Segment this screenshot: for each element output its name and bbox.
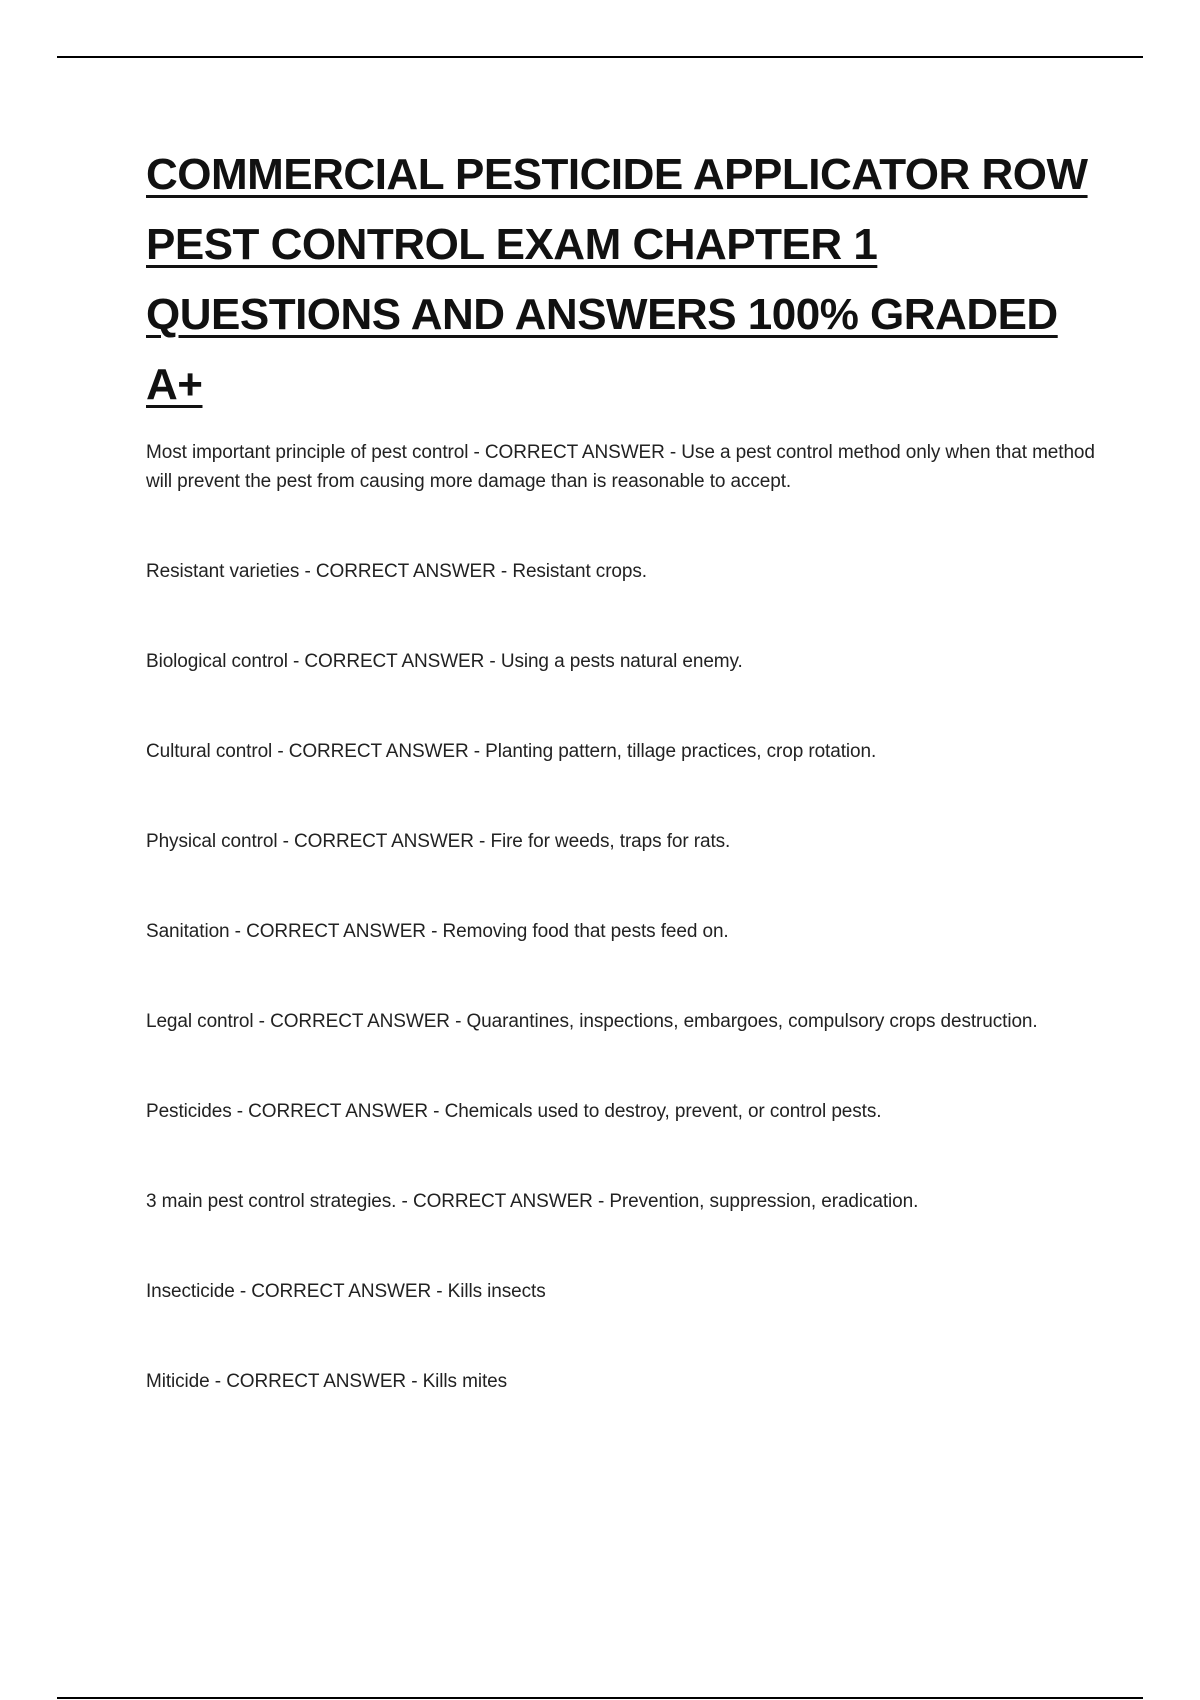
header-divider	[57, 56, 1143, 58]
qa-item: Sanitation - CORRECT ANSWER - Removing food that pests feed on.	[146, 921, 729, 942]
page-title: COMMERCIAL PESTICIDE APPLICATOR ROW PEST CONTROL EXAM CHAPTER 1 QUESTIONS AND ANSWERS 100% GRADED A+	[146, 150, 1088, 409]
qa-item: Miticide - CORRECT ANSWER - Kills mites	[146, 1371, 508, 1392]
document-body	[146, 140, 1096, 1457]
qa-item: 3 main pest control strategies. - CORRECT ANSWER - Prevention, suppression, eradication.	[146, 1191, 919, 1212]
qa-item: Most important principle of pest control - CORRECT ANSWER - Use a pest control method only when that method will prevent the pest from causing more damage than is reasonable to accept.	[146, 442, 1095, 492]
qa-item: Resistant varieties - CORRECT ANSWER - Resistant crops.	[146, 561, 647, 582]
qa-item: Legal control - CORRECT ANSWER - Quarantines, inspections, embargoes, compulsory crops destruction.	[146, 1011, 1038, 1032]
qa-item: Pesticides - CORRECT ANSWER - Chemicals used to destroy, prevent, or control pests.	[146, 1101, 882, 1122]
qa-item: Insecticide - CORRECT ANSWER - Kills insects	[146, 1281, 546, 1302]
qa-item: Physical control - CORRECT ANSWER - Fire for weeds, traps for rats.	[146, 831, 731, 852]
qa-list	[146, 438, 1096, 1396]
qa-item: Cultural control - CORRECT ANSWER - Planting pattern, tillage practices, crop rotation.	[146, 741, 877, 762]
footer-divider	[57, 1697, 1143, 1699]
qa-item: Biological control - CORRECT ANSWER - Using a pests natural enemy.	[146, 651, 743, 672]
